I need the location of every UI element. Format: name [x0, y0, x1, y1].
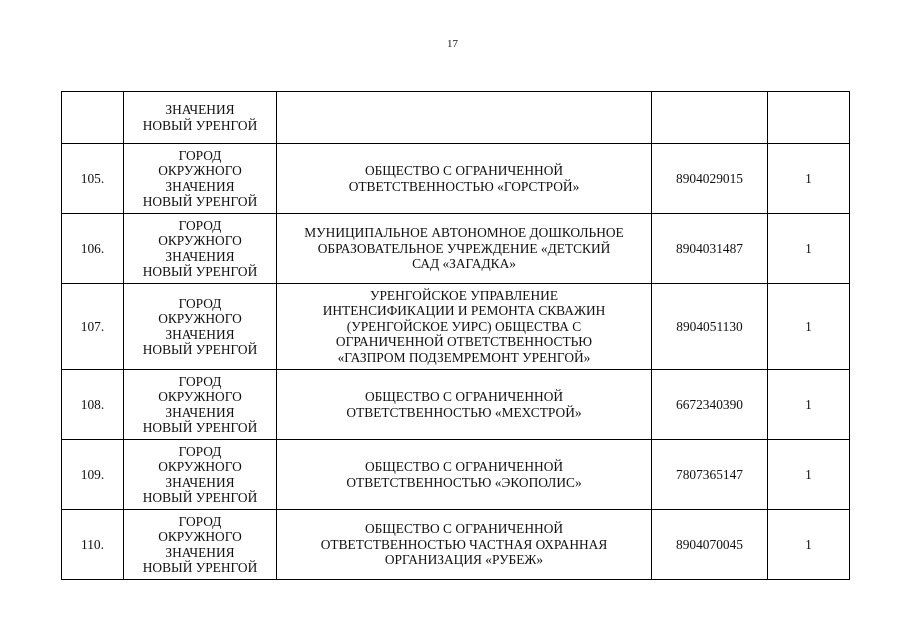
- table-row: [62, 510, 850, 580]
- cell-number: 109.: [62, 440, 124, 510]
- organization-line: ОРГАНИЗАЦИЯ «РУБЕЖ»: [384, 552, 544, 568]
- cell-inn: 6672340390: [652, 370, 768, 440]
- municipality-line: ЗНАЧЕНИЯ: [165, 178, 235, 194]
- municipality-line: ЗНАЧЕНИЯ: [165, 474, 235, 490]
- cell-municipality: [124, 214, 277, 284]
- cell-quantity: 1: [768, 370, 850, 440]
- cell-inn: 8904070045: [652, 510, 768, 580]
- cell-inn: 8904031487: [652, 214, 768, 284]
- organization-line: ОТВЕТСТВЕННОСТЬЮ «ГОРСТРОЙ»: [348, 178, 580, 194]
- table-row: [62, 440, 850, 510]
- organization-line: ОТВЕТСТВЕННОСТЬЮ ЧАСТНАЯ ОХРАННАЯ: [320, 536, 608, 552]
- municipality-line: ОКРУЖНОГО: [158, 233, 242, 248]
- cell-municipality: [124, 370, 277, 440]
- municipality-line: ГОРОД: [178, 147, 222, 163]
- cell-organization: [277, 214, 652, 284]
- cell-organization: [277, 144, 652, 214]
- cell-organization: [277, 440, 652, 510]
- municipality-line: ЗНАЧЕНИЯ: [165, 102, 235, 117]
- organization-line: ОГРАНИЧЕННОЙ ОТВЕТСТВЕННОСТЬЮ: [335, 334, 593, 350]
- municipality-line: ГОРОД: [178, 217, 222, 233]
- cell-number: 107.: [62, 284, 124, 370]
- municipality-line: НОВЫЙ УРЕНГОЙ: [142, 420, 258, 435]
- cell-inn: 7807365147: [652, 440, 768, 510]
- municipality-line: НОВЫЙ УРЕНГОЙ: [142, 342, 258, 357]
- cell-organization: [277, 510, 652, 580]
- cell-municipality: [124, 144, 277, 214]
- organizations-table: [61, 91, 850, 580]
- cell-organization: [277, 92, 652, 144]
- municipality-line: ГОРОД: [178, 513, 222, 529]
- cell-number: 110.: [62, 510, 124, 580]
- cell-quantity: 1: [768, 144, 850, 214]
- cell-quantity: 1: [768, 510, 850, 580]
- organization-line: (УРЕНГОЙСКОЕ УИРС) ОБЩЕСТВА С: [346, 318, 582, 334]
- organization-line: ОТВЕТСТВЕННОСТЬЮ «МЕХСТРОЙ»: [346, 404, 582, 420]
- organization-line: «ГАЗПРОМ ПОДЗЕМРЕМОНТ УРЕНГОЙ»: [337, 349, 591, 365]
- table-row: [62, 370, 850, 440]
- cell-quantity: 1: [768, 284, 850, 370]
- municipality-line: ГОРОД: [178, 443, 222, 459]
- cell-municipality: [124, 284, 277, 370]
- cell-quantity: 1: [768, 440, 850, 510]
- municipality-line: НОВЫЙ УРЕНГОЙ: [142, 194, 258, 209]
- municipality-line: ЗНАЧЕНИЯ: [165, 404, 235, 420]
- table-row: [62, 214, 850, 284]
- cell-municipality: [124, 510, 277, 580]
- table-row: [62, 284, 850, 370]
- municipality-line: ОКРУЖНОГО: [158, 163, 242, 178]
- page-number: 17: [447, 38, 458, 50]
- municipality-line: НОВЫЙ УРЕНГОЙ: [142, 264, 258, 279]
- organization-line: ОБЩЕСТВО С ОГРАНИЧЕННОЙ: [364, 459, 564, 474]
- cell-organization: [277, 284, 652, 370]
- table-row-continuation: [62, 92, 850, 144]
- organization-line: ОТВЕТСТВЕННОСТЬЮ «ЭКОПОЛИС»: [346, 474, 582, 490]
- municipality-line: ОКРУЖНОГО: [158, 459, 242, 474]
- organization-line: ОБЩЕСТВО С ОГРАНИЧЕННОЙ: [364, 521, 564, 537]
- organization-line: ИНТЕНСИФИКАЦИИ И РЕМОНТА СКВАЖИН: [322, 303, 606, 319]
- table-row: [62, 144, 850, 214]
- cell-inn: 8904029015: [652, 144, 768, 214]
- organization-line: МУНИЦИПАЛЬНОЕ АВТОНОМНОЕ ДОШКОЛЬНОЕ: [304, 225, 624, 241]
- cell-number: 105.: [62, 144, 124, 214]
- cell-number: [62, 92, 124, 144]
- municipality-line: ГОРОД: [178, 295, 222, 311]
- municipality-line: НОВЫЙ УРЕНГОЙ: [142, 560, 258, 575]
- organization-line: ОБЩЕСТВО С ОГРАНИЧЕННОЙ: [364, 163, 564, 178]
- organization-line: ОБРАЗОВАТЕЛЬНОЕ УЧРЕЖДЕНИЕ «ДЕТСКИЙ: [317, 240, 611, 256]
- municipality-line: ЗНАЧЕНИЯ: [165, 544, 235, 560]
- cell-organization: [277, 370, 652, 440]
- cell-municipality: [124, 440, 277, 510]
- cell-number: 108.: [62, 370, 124, 440]
- municipality-line: ЗНАЧЕНИЯ: [165, 326, 235, 342]
- organization-line: УРЕНГОЙСКОЕ УПРАВЛЕНИЕ: [369, 287, 558, 303]
- cell-inn: [652, 92, 768, 144]
- municipality-line: НОВЫЙ УРЕНГОЙ: [142, 490, 258, 505]
- cell-quantity: [768, 92, 850, 144]
- cell-quantity: 1: [768, 214, 850, 284]
- cell-number: 106.: [62, 214, 124, 284]
- cell-inn: 8904051130: [652, 284, 768, 370]
- municipality-line: ОКРУЖНОГО: [158, 389, 242, 404]
- municipality-line: ОКРУЖНОГО: [158, 529, 242, 544]
- organization-line: САД «ЗАГАДКА»: [412, 256, 516, 272]
- municipality-line: НОВЫЙ УРЕНГОЙ: [142, 117, 258, 133]
- cell-municipality: [124, 92, 277, 144]
- organization-line: ОБЩЕСТВО С ОГРАНИЧЕННОЙ: [364, 389, 564, 404]
- municipality-line: ОКРУЖНОГО: [158, 311, 242, 326]
- municipality-line: ГОРОД: [178, 373, 222, 389]
- municipality-line: ЗНАЧЕНИЯ: [165, 248, 235, 264]
